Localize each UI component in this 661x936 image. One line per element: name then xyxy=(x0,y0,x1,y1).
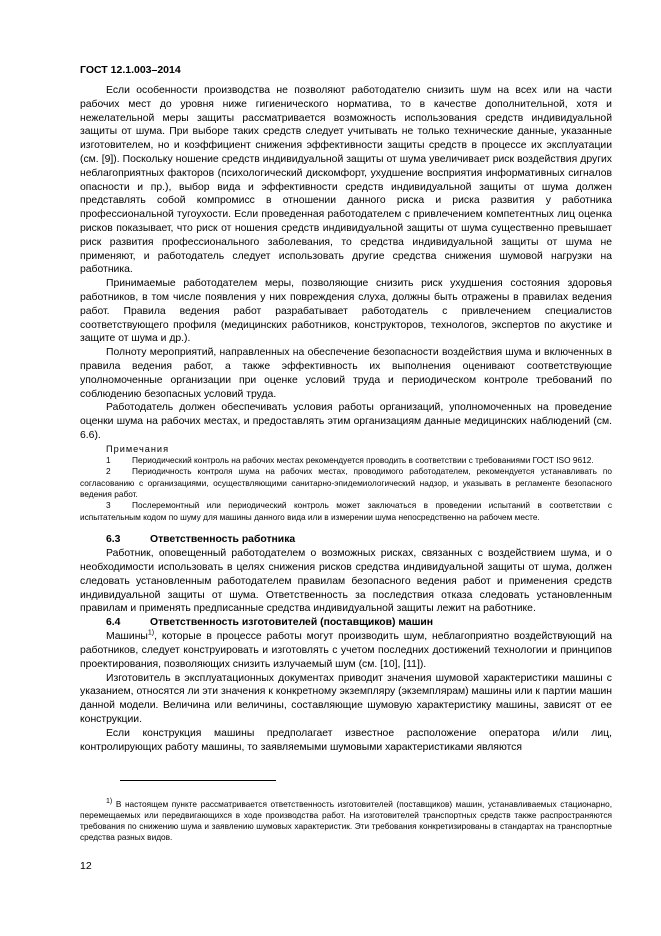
section-heading-6-4: 6.4 Ответственность изготовителей (поставщиков) машин xyxy=(106,617,434,629)
paragraph: Полноту мероприятий, направленных на обеспечение безопасности воздействия шума и включенных в правила ведения работ, а также эффективность их выполнения оценивают соответствующие уполномоченные организации при оценке условий труда и периодическом контроле требований по соблюдению безопасных условий труда. xyxy=(80,347,612,400)
paragraph: Если особенности производства не позволяют работодателю снизить шум на всех или на части рабочих мест до уровня ниже гигиенического норматива, то в качестве дополнительной, хотя и нежелательной меры защиты рассматривается возможность использования средств индивидуальной защиты от шума. При выборе таких средств следует учитывать не только технические данные, указанные изготовителем, но и коэффициент снижения эффективности защиты средств в процессе их эксплуатации (см. [9]). Поскольку ношение средств индивидуальной защиты от шума увеличивает риск воздействия других неблагоприятных факторов (психологический дискомфорт, ухудшение восприятия информативных сигналов опасности и пр.), выбор вида и эффективности средств индивидуальной защиты от шума должен представлять собой компромисс в отношении данного риска и риска развития у работника профессиональной тугоухости. Если проведенная работодателем с привлечением компетентных лиц оценка рисков показывает, что риск от ношения средств индивидуальной защиты от шума существенно превышает риск развития профессионального заболевания, то средства индивидуальной защиты от шума не применяют, и работодатель следует использовать другие средства снижения шумовой нагрузки на работника. xyxy=(80,85,612,276)
page-number: 12 xyxy=(80,860,92,872)
note-item: 1 Периодический контроль на рабочих местах рекомендуется проводить в соответствии с требованиями ГОСТ ISO 9612. xyxy=(106,454,594,465)
page-content xyxy=(80,84,612,754)
paragraph: Изготовитель в эксплуатационных документах приводит значения шумовой характеристики машины с указанием, относятся ли эти значения к конкретному экземпляру (экземплярам) машины или к партии машин данной модели. Величина или величины, составляющие шумовую характеристику машины, зависят от ее конструкции. xyxy=(80,672,612,725)
paragraph: Машины$^{1)}$, которые в процессе работы могут производить шум, неблагоприятно воздействующий на работников, следует конструировать и изготовлять с учетом последних достижений технологии и принципов проектирования, позволяющих снизить излучаемый шум (см. [10], [11]). xyxy=(80,629,612,670)
notes-heading: Примечания xyxy=(106,443,170,454)
note-item: 3 Послеремонтный или периодический контроль может заключаться в проведении испытаний в соответствии с испытательным кодом по шуму для машины данного вида или в измерении шума непосредственно на рабочем месте. xyxy=(80,500,612,522)
paragraph: Работодатель должен обеспечивать условия работы организаций, уполномоченных на проведение оценки шума на рабочих местах, и предоставлять этим организациям данные медицинских наблюдений (см. 6.6). xyxy=(80,402,612,441)
document-header: ГОСТ 12.1.003–2014 xyxy=(80,64,181,76)
paragraph: Если конструкция машины предполагает известное расположение оператора и/или лиц, контролирующих работу машины, то заявляемыми шумовыми характеристиками являются xyxy=(80,727,612,753)
section-heading-6-3: 6.3 Ответственность работника xyxy=(106,534,296,546)
footnote-ref[interactable]: 1) xyxy=(147,629,155,637)
paragraph: Работник, оповещенный работодателем о возможных рисках, связанных с воздействием шума, и о необходимости использовать в целях снижения рисков средства индивидуальной защиты от шума, должен следовать установленным работодателем правилам безопасного ведения работ и применения средств индивидуальной защиты от шума. Ответственность за последствия отказа следовать установленным правилам и применять предписанные средства индивидуальной защиты лежит на работнике. xyxy=(80,548,612,615)
paragraph: Принимаемые работодателем меры, позволяющие снизить риск ухудшения состояния здоровья работников, в том числе появления у них повреждения слуха, должны быть отражены в правилах ведения работ. Правила ведения работ разрабатывает работодатель с привлечением специалистов соответствующего профиля (медицинских работников, конструкторов, технологов, экспертов по акустике и защите от шума и др.). xyxy=(80,278,612,345)
footnote-divider xyxy=(120,780,276,781)
footnote: $^{1)}$ В настоящем пункте рассматривается ответственность изготовителей (поставщиков) машин, устанавливаемых стационарно, перемещаемых или передвигающихся в ходе производства работ. На изготовителей транспортных средств также распространяются требования по снижению шума и заявлению шумовых характеристик. Эти требования конкретизированы в стандартах на транспортные средства разных видов. xyxy=(80,798,612,842)
note-item: 2 Периодичность контроля шума на рабочих местах, проводимого работодателем, рекомендуется устанавливать по согласованию с организациями, осуществляющими санитарно-эпидемиологический надзор, и указывать в регламенте безопасного ведения работ. xyxy=(80,466,612,499)
